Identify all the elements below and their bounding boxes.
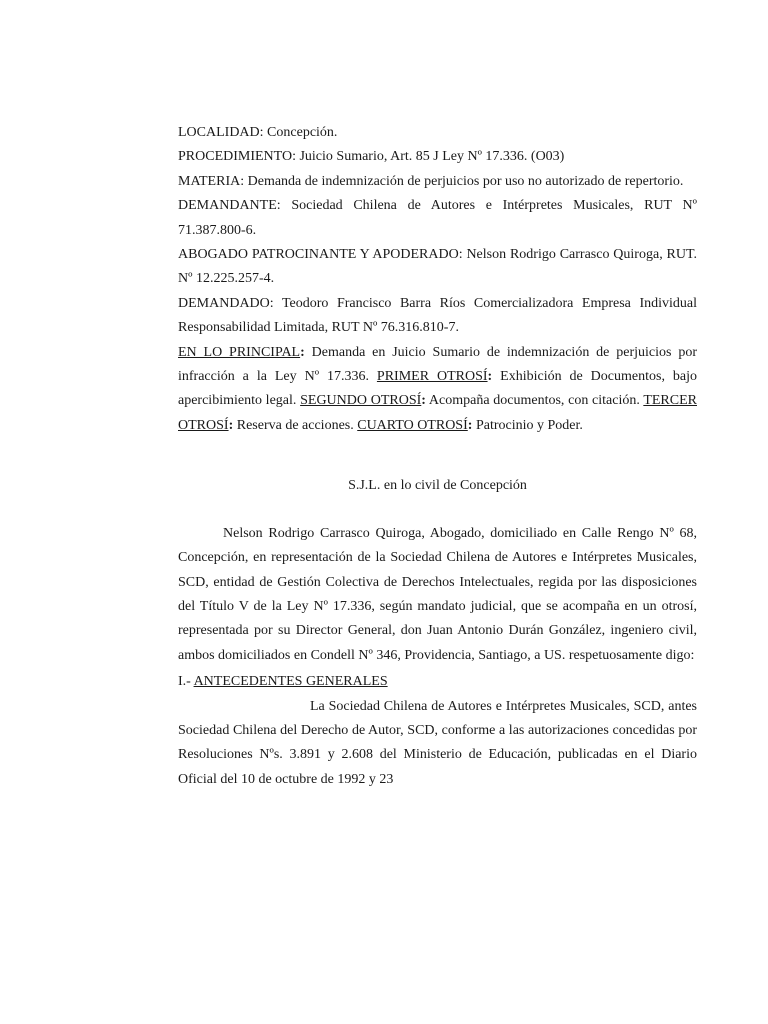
materia-label: MATERIA: xyxy=(178,173,245,189)
section-number: I.- xyxy=(178,674,194,690)
principal-text: Demanda en Juicio Sumario de indemnización de perjuicios por infracción a la Ley Nº 17.336. xyxy=(178,344,697,385)
abogado-label: ABOGADO PATROCINANTE Y APODERADO: xyxy=(178,247,463,263)
section-heading xyxy=(178,670,697,694)
segundo-colon: : xyxy=(421,393,426,409)
tercer-otrosi-label: TERCER OTROSÍ xyxy=(178,393,697,433)
document-page xyxy=(178,121,697,792)
section-title: ANTECEDENTES GENERALES xyxy=(193,674,388,690)
primer-otrosi-label: PRIMER OTROSÍ xyxy=(376,369,488,385)
procedimiento-value: Juicio Sumario, Art. 85 J Ley Nº 17.336. (O03) xyxy=(295,149,565,165)
localidad-line xyxy=(178,121,697,145)
tercer-otrosi-text: Reserva de acciones. xyxy=(233,417,358,433)
procedimiento-label: PROCEDIMIENTO: xyxy=(178,149,296,165)
materia-value: Demanda de indemnización de perjuicios por uso no autorizado de repertorio. xyxy=(244,173,684,189)
spacer xyxy=(178,499,697,522)
demandado-line xyxy=(178,292,697,341)
cuarto-otrosi-label: CUARTO OTROSÍ xyxy=(357,417,468,433)
principal-colon: : xyxy=(300,344,305,360)
abogado-value: Nelson Rodrigo Carrasco Quiroga, RUT. Nº 12.225.257-4. xyxy=(178,247,698,287)
intro-paragraph: Nelson Rodrigo Carrasco Quiroga, Abogado, domiciliado en Calle Rengo Nº 68, Concepción, en representación de la Sociedad Chilena de Autores e Intérpretes Musicales, SCD, entidad de Gestión Colectiva de Derechos Intelectuales, regida por las disposiciones del Título V de la Ley Nº 17.336, según mandato judicial, que se acompaña en un otrosí, representada por su Director General, don Juan Antonio Durán González, ingeniero civil, ambos domiciliados en Condell Nº 346, Providencia, Santiago, a US. respetuosamente digo: xyxy=(178,525,697,663)
demandante-label: DEMANDANTE: xyxy=(178,198,281,214)
summary-paragraph xyxy=(178,341,697,439)
demandante-line xyxy=(178,194,697,243)
abogado-line xyxy=(178,243,697,292)
section-paragraph: La Sociedad Chilena de Autores e Intérpretes Musicales, SCD, antes Sociedad Chilena del Derecho de Autor, SCD, conforme a las autorizaciones concedidas por Resoluciones Nºs. 3.891 y 2.608 del Ministerio de Educación, publicadas en el Diario Oficial del 10 de octubre de 1992 y 23 xyxy=(178,698,697,787)
primer-colon: : xyxy=(487,369,493,385)
procedimiento-line xyxy=(178,145,697,169)
cuarto-otrosi-text: Patrocinio y Poder. xyxy=(472,417,583,433)
tercer-colon: : xyxy=(228,417,234,433)
segundo-otrosi-label: SEGUNDO OTROSÍ xyxy=(300,393,422,409)
spacer xyxy=(178,438,697,474)
court-title: S.J.L. en lo civil de Concepción xyxy=(348,478,527,494)
cuarto-colon: : xyxy=(467,417,473,433)
segundo-otrosi-text: Acompaña documentos, con citación. xyxy=(425,393,644,409)
principal-label: EN LO PRINCIPAL xyxy=(178,344,301,360)
demandante-value: Sociedad Chilena de Autores e Intérpretes Musicales, RUT Nº 71.387.800-6. xyxy=(178,198,697,238)
primer-otrosi-text: Exhibición de Documentos, bajo apercibimiento legal. xyxy=(178,369,697,409)
materia-line xyxy=(178,170,697,194)
localidad-value: Concepción. xyxy=(263,125,338,140)
demandado-value: Teodoro Francisco Barra Ríos Comercializadora Empresa Individual Responsabilidad Limitada, RUT Nº 76.316.810-7. xyxy=(178,295,697,336)
demandado-label: DEMANDADO: xyxy=(178,295,274,311)
localidad-label: LOCALIDAD: xyxy=(178,125,264,140)
